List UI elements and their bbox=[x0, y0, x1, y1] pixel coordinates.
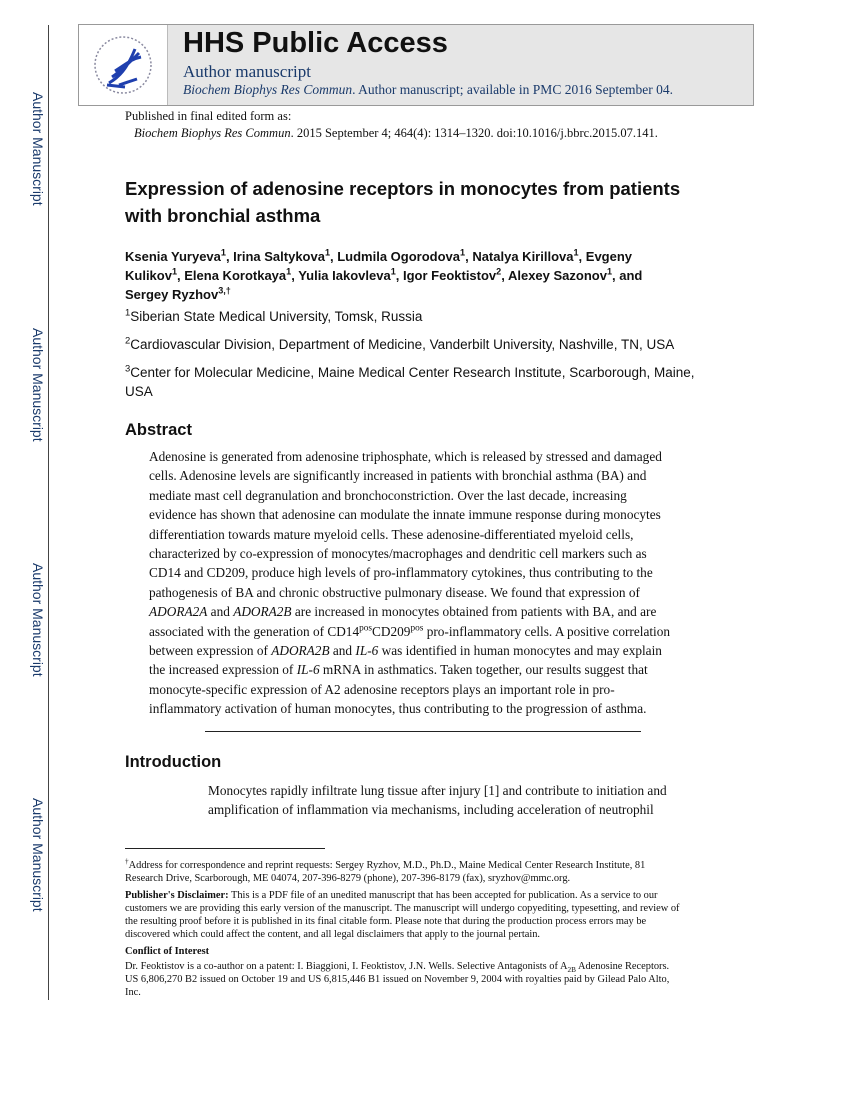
text-run: Research Drive, Scarborough, ME 04074, 207-396-8279 (phone), 207-396-8179 (fax), sryzhov@mmc.org. bbox=[125, 873, 571, 884]
text-run: Address for correspondence and reprint requests: Sergey Ryzhov, M.D., Ph.D., Maine Medical Center Research Institute, 81 bbox=[128, 860, 646, 871]
text-run: , Yulia Iakovleva bbox=[291, 268, 391, 283]
text-run: 3 bbox=[125, 363, 131, 375]
text-run: This is a PDF file of an unedited manuscript that has been accepted for publication. As a service to our bbox=[228, 890, 658, 901]
text-run: 1 bbox=[460, 247, 466, 258]
text-run: 3,† bbox=[218, 285, 231, 296]
text-run: Inc. bbox=[125, 987, 141, 998]
text-run: pathogenesis of BA and chronic obstructive pulmonary disease. We found that expression of bbox=[149, 584, 640, 600]
citation-doi[interactable]: . 2015 September 4; 464(4): 1314–1320. doi:10.1016/j.bbrc.2015.07.141. bbox=[290, 126, 658, 140]
abstract-line bbox=[149, 488, 627, 504]
text-run: ADORA2B bbox=[233, 604, 292, 620]
text-run: 1 bbox=[171, 266, 178, 277]
text-run: monocyte-specific expression of A2 adenosine receptors plays an important role in pro- bbox=[149, 681, 615, 697]
footnote-line bbox=[125, 890, 658, 901]
text-run: pos bbox=[410, 623, 424, 634]
text-run: 1 bbox=[125, 307, 131, 319]
text-run: 1 bbox=[220, 247, 226, 258]
text-run: IL-6 bbox=[355, 643, 379, 658]
text-run: characterized by co-expression of monocytes/macrophages and dendritic cell markers such as bbox=[149, 546, 647, 561]
published-label: Published in final edited form as: bbox=[125, 109, 292, 123]
text-run: , and bbox=[612, 268, 643, 283]
footnote-line bbox=[125, 903, 680, 914]
text-run: , Irina Saltykova bbox=[225, 249, 325, 264]
text-run: are increased in monocytes obtained from patients with BA, and are bbox=[291, 604, 657, 620]
side-label: Author Manuscript bbox=[30, 798, 46, 912]
footnote-line bbox=[125, 974, 669, 985]
text-run: 1 bbox=[324, 247, 331, 258]
text-run: IL-6 bbox=[296, 662, 320, 678]
abstract-line bbox=[149, 604, 656, 620]
abstract-line bbox=[149, 565, 653, 581]
abstract-line bbox=[149, 624, 670, 640]
text-run: 2B bbox=[567, 966, 576, 975]
text-run: † bbox=[125, 857, 129, 866]
text-run: was identified in human monocytes and may explain bbox=[378, 643, 662, 658]
text-run: , Elena Korotkaya bbox=[177, 268, 287, 283]
text-run: Sergey Ryzhov bbox=[125, 287, 219, 302]
margin-divider bbox=[48, 25, 49, 1000]
text-run: differentiation towards mature myeloid cells. These adenosine-differentiated myeloid cells, bbox=[149, 526, 634, 542]
journal-name: Biochem Biophys Res Commun bbox=[183, 82, 353, 97]
side-label: Author Manuscript bbox=[30, 92, 46, 206]
text-run: 1 bbox=[286, 266, 292, 277]
affiliation-line bbox=[125, 337, 674, 352]
abstract-line bbox=[149, 468, 646, 484]
text-run: pro-inflammatory cells. A positive correlation bbox=[423, 623, 671, 639]
section-divider bbox=[205, 731, 641, 732]
text-run: ADORA2A bbox=[149, 604, 208, 620]
text-run: ADORA2B bbox=[271, 643, 330, 658]
footnote-line bbox=[125, 873, 570, 884]
header-title: HHS Public Access bbox=[183, 27, 448, 59]
abstract-line bbox=[149, 585, 640, 601]
citation-text: . Author manuscript; available in PMC 2016 September 04. bbox=[352, 82, 674, 97]
text-run: , Alexey Sazonov bbox=[501, 268, 607, 283]
intro-line bbox=[208, 783, 667, 799]
footnote-line bbox=[125, 946, 209, 957]
text-run: the resulting proof before it is published in its final citable form. Please note that during the production process errors may be bbox=[125, 916, 647, 927]
affiliation-line bbox=[125, 365, 695, 380]
text-run: and bbox=[207, 604, 234, 620]
text-run: CD14 and CD209, produce high levels of pro-inflammatory cytokines, thus contributing to the bbox=[149, 565, 653, 581]
abstract-line bbox=[149, 682, 615, 698]
text-run: , Igor Feoktistov bbox=[395, 268, 497, 283]
text-run: 1 bbox=[606, 266, 613, 277]
text-run: mediate mast cell degranulation and bronchoconstriction. Over the last decade, increasing bbox=[149, 487, 627, 503]
text-run: Center for Molecular Medicine, Maine Medical Center Research Institute, Scarborough, Maine, bbox=[130, 365, 695, 380]
text-run: Publisher's Disclaimer: bbox=[125, 890, 229, 901]
text-run: customers we are providing this early version of the manuscript. The manuscript will undergo copyediting, typesetting, and review of bbox=[125, 903, 680, 914]
side-label: Author Manuscript bbox=[30, 563, 46, 677]
text-run: and bbox=[329, 643, 356, 658]
footnote-line bbox=[125, 961, 670, 975]
footnote-line bbox=[125, 929, 540, 940]
text-run: 2 bbox=[125, 335, 131, 347]
text-run: 1 bbox=[390, 266, 396, 277]
hhs-eagle-logo-icon bbox=[79, 25, 168, 105]
footnote-divider bbox=[125, 848, 325, 849]
text-run: USA bbox=[125, 384, 153, 399]
abstract-heading: Abstract bbox=[125, 421, 192, 439]
journal-name: Biochem Biophys Res Commun bbox=[134, 126, 291, 140]
abstract-line bbox=[149, 546, 647, 562]
text-run: , Evgeny bbox=[578, 249, 633, 264]
footnote-line bbox=[125, 916, 646, 927]
footnote-line bbox=[125, 857, 646, 871]
text-run: Adenosine is generated from adenosine triphosphate, which is released by stressed and damaged bbox=[149, 449, 662, 464]
author-line bbox=[125, 287, 231, 302]
text-run: evidence has shown that adenosine can modulate the innate immune response during monocytes bbox=[149, 507, 661, 523]
hhs-header bbox=[78, 24, 754, 106]
introduction-heading: Introduction bbox=[125, 753, 222, 771]
abstract-line bbox=[149, 643, 662, 659]
text-run: 1 bbox=[573, 247, 579, 258]
text-run: 2 bbox=[496, 266, 502, 277]
affiliation-line bbox=[125, 309, 422, 324]
affiliation-line bbox=[125, 384, 153, 399]
abstract-line bbox=[149, 507, 661, 523]
abstract-line bbox=[149, 449, 662, 465]
text-run: Monocytes rapidly infiltrate lung tissue after injury [1] and contribute to initiation and bbox=[208, 783, 667, 798]
text-run: Kulikov bbox=[125, 268, 172, 283]
author-line bbox=[125, 268, 642, 283]
article-title: Expression of adenosine receptors in monocytes from patients bbox=[125, 178, 681, 199]
text-run: inflammatory activation of human monocytes, thus contributing to the progression of asthma. bbox=[149, 701, 647, 717]
text-run: associated with the generation of CD14 bbox=[149, 623, 360, 639]
text-run: mRNA in asthmatics. Taken together, our results suggest that bbox=[319, 662, 648, 678]
text-run: Cardiovascular Division, Department of Medicine, Vanderbilt University, Nashville, TN, USA bbox=[130, 337, 675, 352]
abstract-line bbox=[149, 701, 646, 717]
text-run: the increased expression of bbox=[149, 662, 297, 678]
text-run: , Ludmila Ogorodova bbox=[330, 249, 461, 264]
header-citation bbox=[183, 82, 673, 98]
author-line bbox=[125, 249, 632, 264]
abstract-line bbox=[149, 527, 633, 543]
published-citation bbox=[134, 126, 658, 141]
text-run: pos bbox=[359, 623, 373, 634]
text-run: CD209 bbox=[372, 623, 411, 639]
text-run: amplification of inflammation via mechanisms, including acceleration of neutrophil bbox=[208, 802, 654, 817]
text-run: , Natalya Kirillova bbox=[465, 249, 574, 264]
text-run: discovered which could affect the content, and all legal disclaimers that apply to the journal pertain. bbox=[125, 929, 541, 940]
header-subtitle: Author manuscript bbox=[183, 62, 311, 81]
text-run: between expression of bbox=[149, 643, 272, 658]
text-run: Dr. Feoktistov is a co-author on a patent: I. Biaggioni, I. Feoktistov, J.N. Wells. Selective Antagonists of A bbox=[125, 961, 568, 972]
side-label: Author Manuscript bbox=[30, 328, 46, 442]
text-run: US 6,806,270 B2 issued on October 19 and US 6,815,446 B1 issued on November 9, 2004 with royalties paid by Gilead Palo Alto, bbox=[125, 974, 670, 985]
text-run: Adenosine Receptors. bbox=[575, 961, 670, 972]
footnote-line bbox=[125, 987, 141, 998]
intro-line bbox=[208, 802, 654, 818]
text-run: Siberian State Medical University, Tomsk, Russia bbox=[130, 309, 423, 324]
text-run: Conflict of Interest bbox=[125, 946, 210, 957]
text-run: Ksenia Yuryeva bbox=[125, 249, 221, 264]
article-title: with bronchial asthma bbox=[125, 205, 321, 226]
abstract-line bbox=[149, 662, 648, 678]
text-run: cells. Adenosine levels are significantly increased in patients with bronchial asthma (BA) and bbox=[149, 468, 647, 484]
